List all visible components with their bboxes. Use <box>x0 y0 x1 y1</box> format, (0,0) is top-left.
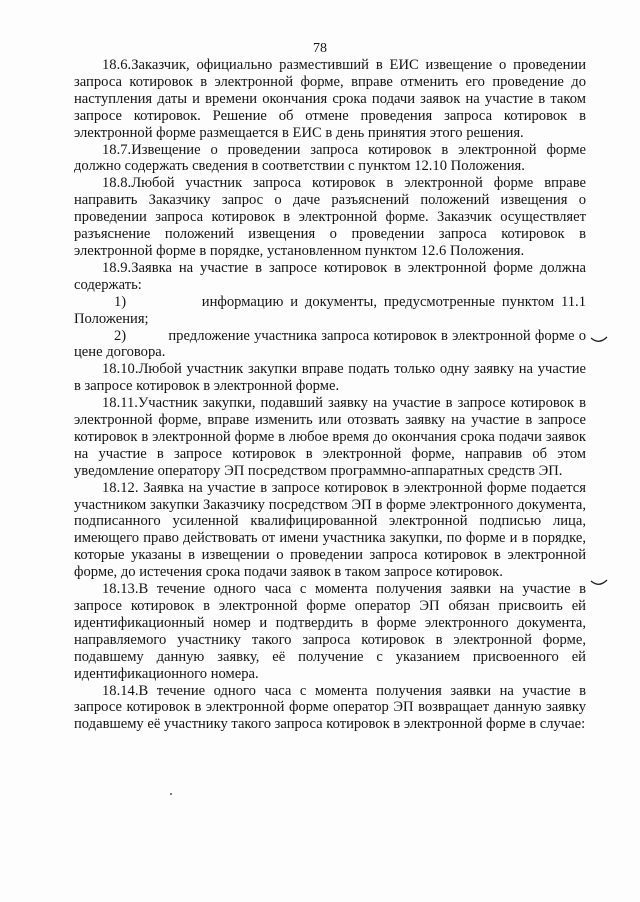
document-body <box>74 57 586 733</box>
page-number: 78 <box>313 41 327 56</box>
paragraph-18-13: 18.13.В течение одного часа с момента получения заявки на участие в запросе котировок в электронной форме оператор ЭП обязан присвоить ей идентификационный номер и подтвердить в форме электронного документа, направляемого участнику такого запроса котировок в электронной форме, подавшему данную заявку, её получение с указанием присвоенного ей идентификационного номера. <box>74 581 586 682</box>
scan-speck <box>170 793 172 795</box>
list-item-1: 1) информацию и документы, предусмотренные пунктом 11.1 Положения; <box>74 293 586 327</box>
scan-mark <box>590 579 608 587</box>
paragraph-18-10: 18.10.Любой участник закупки вправе подать только одну заявку на участие в запросе котировок в электронной форме. <box>74 361 586 395</box>
list-item-2: 2) предложение участника запроса котировок в электронной форме о цене договора. <box>74 327 586 361</box>
paragraph-18-14: 18.14.В течение одного часа с момента получения заявки на участие в запросе котировок в электронной форме оператор ЭП возвращает данную заявку подавшему её участнику такого запроса котировок в электронной форме в случае: <box>74 682 586 733</box>
paragraph-18-12: 18.12. Заявка на участие в запросе котировок в электронной форме подается участником закупки Заказчику посредством ЭП в форме электронного документа, подписанного усиленной квалифицированной электронной подписью лица, имеющего право действовать от имени участника закупки, по форме и в порядке, которые указаны в извещении о проведении запроса котировок в электронной форме, до истечения срока подачи заявок в таком запросе котировок. <box>74 479 586 581</box>
paragraph-18-11: 18.11.Участник закупки, подавший заявку на участие в запросе котировок в электронной форме, вправе изменить или отозвать заявку на участие в запросе котировок в электронной форме в любое время до окончания срока подачи заявок на участие в запросе котировок в электронной форме, направив об этом уведомление оператору ЭП посредством программно-аппаратных средств ЭП. <box>74 395 586 479</box>
paragraph-18-6: 18.6.Заказчик, официально разместивший в ЕИС извещение о проведении запроса котировок в электронной форме, вправе отменить его проведение до наступления даты и времени окончания срока подачи заявок на участие в таком запросе котировок. Решение об отмене проведения запроса котировок в электронной форме размещается в ЕИС в день принятия этого решения. <box>74 57 586 141</box>
paragraph-18-9: 18.9.Заявка на участие в запросе котировок в электронной форме должна содержать: <box>74 259 586 293</box>
paragraph-18-7: 18.7.Извещение о проведении запроса котировок в электронной форме должно содержать сведения в соответствии с пунктом 12.10 Положения. <box>74 141 586 175</box>
scan-mark <box>590 336 608 344</box>
paragraph-18-8: 18.8.Любой участник запроса котировок в электронной форме вправе направить Заказчику запрос о даче разъяснений положений извещения о проведении запроса котировок в электронной форме. Заказчик осуществляет разъяснение положений извещения о проведении запроса котировок в электронной форме в порядке, установленном пунктом 12.6 Положения. <box>74 175 586 259</box>
